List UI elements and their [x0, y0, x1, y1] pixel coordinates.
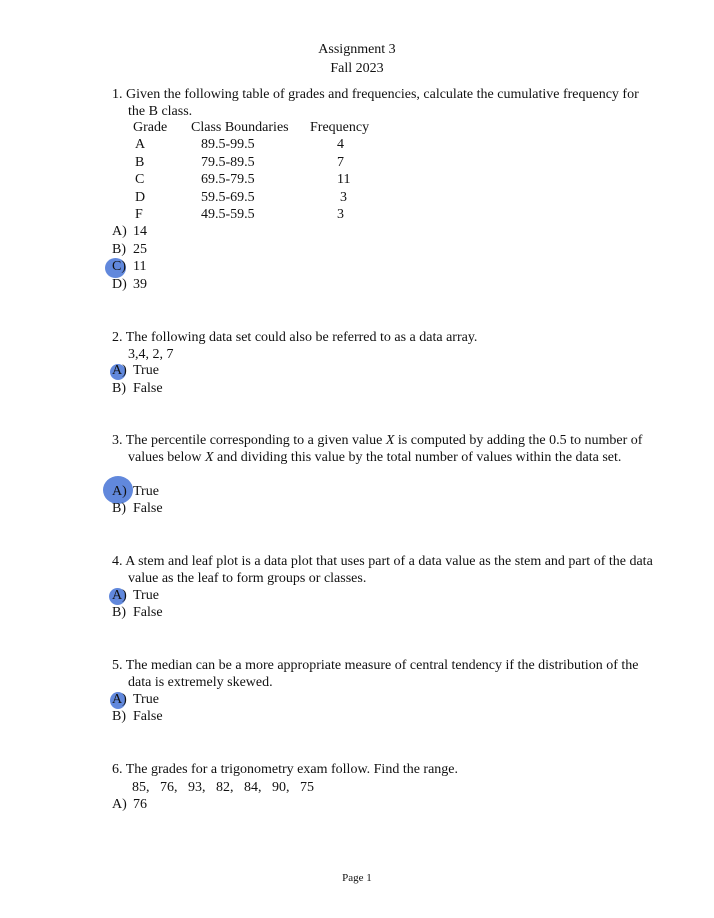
table-cell: 69.5-79.5 — [201, 172, 255, 187]
q1-option-c[interactable]: C) 11 — [112, 259, 147, 274]
term-label: Fall 2023 — [330, 61, 384, 76]
q4-option-a[interactable]: A) True — [112, 588, 159, 603]
q6-option-a[interactable]: A) 76 — [112, 797, 147, 812]
table-cell: 79.5-89.5 — [201, 155, 255, 170]
table-cell: 4 — [337, 137, 344, 152]
q5-option-b[interactable]: B) False — [112, 709, 163, 724]
table-header-frequency: Frequency — [310, 120, 370, 135]
table-cell: 7 — [337, 155, 344, 170]
table-cell: F — [135, 207, 143, 222]
q1-option-a[interactable]: A) 14 — [112, 224, 147, 239]
q2-option-a[interactable]: A) True — [112, 363, 159, 378]
question-2-text: 2. The following data set could also be referred to as a data array. — [112, 330, 478, 345]
question-6-text: 6. The grades for a trigonometry exam follow. Find the range. — [112, 762, 459, 777]
table-header-grade: Grade — [133, 120, 168, 135]
q1-option-d[interactable]: D) 39 — [112, 277, 147, 292]
question-1-text: 1. Given the following table of grades and frequencies, calculate the cumulative frequency for the B class. — [112, 87, 639, 119]
question-5-text: 5. The median can be a more appropriate measure of central tendency if the distribution of the data is extremely skewed. — [112, 658, 639, 690]
q4-option-b[interactable]: B) False — [112, 605, 163, 620]
table-cell: 49.5-59.5 — [201, 207, 255, 222]
q5-option-a[interactable]: A) True — [112, 692, 159, 707]
question-3-text: 3. The percentile corresponding to a given value X is computed by adding the 0.5 to number of values below X and dividing this value by the total number of values within the data set. — [112, 433, 643, 465]
question-6-data: 85, 76, 93, 82, 84, 90, 75 — [132, 780, 314, 795]
q2-option-b[interactable]: B) False — [112, 381, 163, 396]
table-cell: 59.5-69.5 — [201, 190, 255, 205]
q1-option-b[interactable]: B) 25 — [112, 242, 147, 257]
q3-option-a[interactable]: A) True — [112, 484, 159, 499]
table-cell: 11 — [337, 172, 351, 187]
table-header-boundaries: Class Boundaries — [191, 120, 289, 135]
table-cell: B — [135, 155, 145, 170]
question-2-data: 3,4, 2, 7 — [128, 347, 174, 362]
q3-option-b[interactable]: B) False — [112, 501, 163, 516]
table-cell: D — [135, 190, 146, 205]
table-cell: C — [135, 172, 145, 187]
table-cell: A — [135, 137, 146, 152]
question-4-text: 4. A stem and leaf plot is a data plot that uses part of a data value as the stem and part of the data value as the leaf to form groups or classes. — [112, 554, 653, 586]
page-title: Assignment 3 — [318, 42, 396, 57]
table-cell: 89.5-99.5 — [201, 137, 255, 152]
table-cell: 3 — [340, 190, 347, 205]
page-number: Page 1 — [342, 872, 372, 884]
table-cell: 3 — [337, 207, 344, 222]
